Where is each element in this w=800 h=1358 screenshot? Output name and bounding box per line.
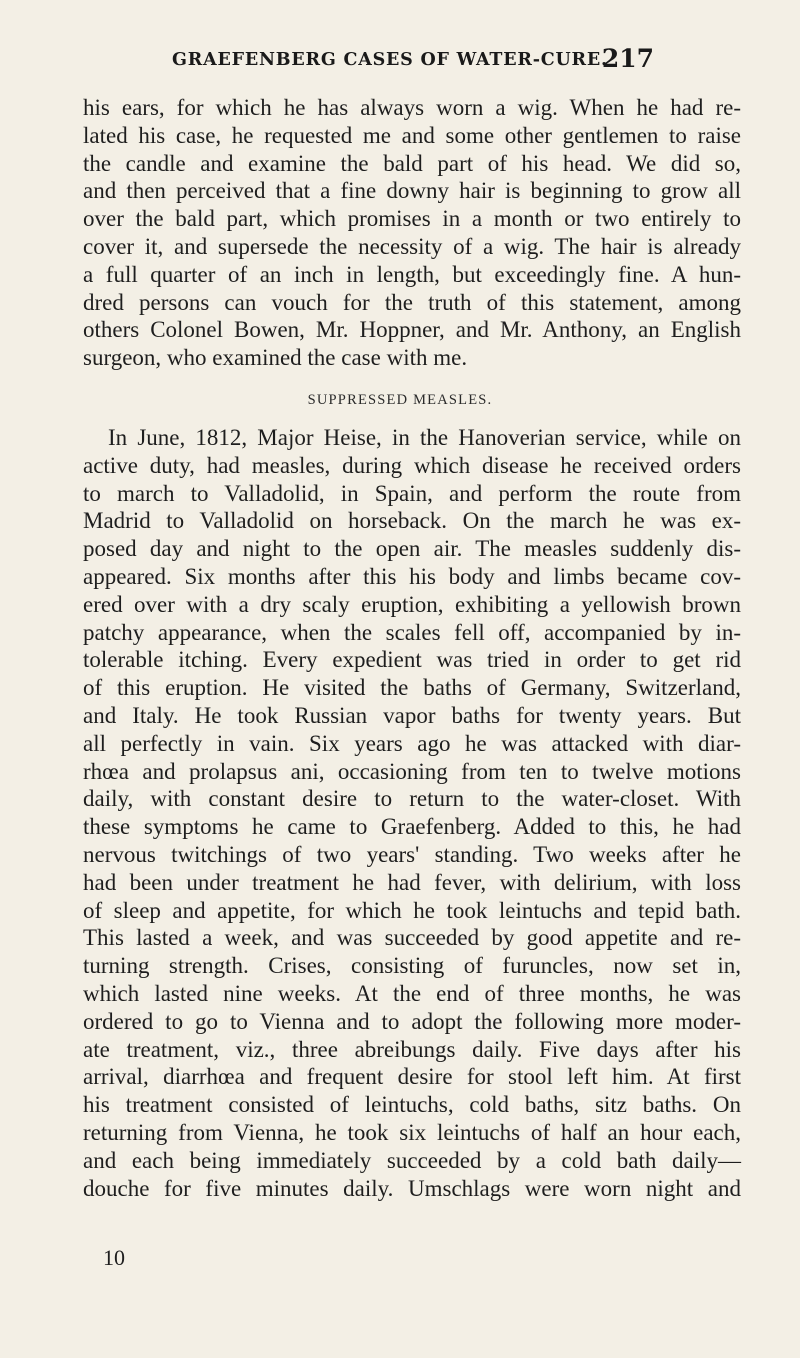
- text-line: a full quarter of an inch in length, but exceedingly fine. A hun-: [83, 261, 741, 287]
- text-line: arrival, diarrhœa and frequent desire for stool left him. At first: [83, 1064, 741, 1090]
- text-line: and each being immediately succeeded by a cold bath daily—: [83, 1147, 741, 1173]
- text-line: and Italy. He took Russian vapor baths for twenty years. But: [83, 702, 741, 728]
- text-line: these symptoms he came to Graefenberg. Added to this, he had: [83, 814, 741, 840]
- text-line: the candle and examine the bald part of his head. We did so,: [83, 150, 741, 176]
- text-line: This lasted a week, and was succeeded by good appetite and re-: [83, 925, 741, 951]
- text-line: posed day and night to the open air. The measles suddenly dis-: [83, 536, 741, 562]
- text-line: over the bald part, which promises in a month or two entirely to: [83, 206, 741, 232]
- text-line: nervous twitchings of two years' standing. Two weeks after he: [83, 841, 741, 867]
- running-title: GRAEFENBERG CASES OF WATER-CURE.: [172, 50, 608, 70]
- text-line: ered over with a dry scaly eruption, exhibiting a yellowish brown: [83, 591, 741, 617]
- text-line: his treatment consisted of leintuchs, cold baths, sitz baths. On: [83, 1092, 741, 1118]
- text-line: Madrid to Valladolid on horseback. On the march he was ex-: [83, 508, 741, 534]
- signature-mark: 10: [103, 1245, 125, 1270]
- text-line: ordered to go to Vienna and to adopt the following more moder-: [83, 1008, 741, 1034]
- paragraph-suppressed-measles: [83, 424, 741, 1202]
- text-line: of this eruption. He visited the baths of Germany, Switzerland,: [83, 675, 741, 701]
- text-line: lated his case, he requested me and some other gentlemen to raise: [83, 122, 741, 148]
- page-header: [172, 44, 654, 78]
- text-line: returning from Vienna, he took six leintuchs of half an hour each,: [83, 1119, 741, 1145]
- text-line: rhœa and prolapsus ani, occasioning from ten to twelve motions: [83, 758, 741, 784]
- text-line: all perfectly in vain. Six years ago he was attacked with diar-: [83, 730, 741, 756]
- text-line: which lasted nine weeks. At the end of three months, he was: [83, 980, 741, 1006]
- text-line: turning strength. Crises, consisting of furuncles, now set in,: [83, 953, 741, 979]
- page-number: 217: [601, 44, 654, 73]
- text-line: to march to Valladolid, in Spain, and perform the route from: [83, 480, 741, 506]
- text-line: ate treatment, viz., three abreibungs daily. Five days after his: [83, 1036, 741, 1062]
- text-line: his ears, for which he has always worn a wig. When he had re-: [83, 95, 741, 120]
- paragraph-bald-head: [83, 94, 741, 372]
- text-line: patchy appearance, when the scales fell off, accompanied by in-: [83, 619, 741, 645]
- text-line: daily, with constant desire to return to the water-closet. With: [83, 786, 741, 812]
- text-line: others Colonel Bowen, Mr. Hoppner, and Mr. Anthony, an English: [83, 317, 741, 343]
- section-heading: SUPPRESSED MEASLES.: [307, 392, 493, 408]
- text-line: dred persons can vouch for the truth of this statement, among: [83, 289, 741, 315]
- text-line: tolerable itching. Every expedient was tried in order to get rid: [83, 647, 741, 673]
- text-line: cover it, and supersede the necessity of a wig. The hair is already: [83, 233, 741, 259]
- text-line: In June, 1812, Major Heise, in the Hanoverian service, while on: [108, 425, 741, 450]
- text-line: and then perceived that a fine downy hair is beginning to grow all: [83, 178, 741, 204]
- text-line: surgeon, who examined the case with me.: [83, 345, 468, 371]
- text-line: active duty, had measles, during which disease he received orders: [83, 452, 741, 478]
- text-line: had been under treatment he had fever, with delirium, with loss: [83, 869, 741, 895]
- text-line: of sleep and appetite, for which he took leintuchs and tepid bath.: [83, 897, 741, 923]
- text-line: appeared. Six months after this his body and limbs became cov-: [83, 563, 741, 589]
- text-line: douche for five minutes daily. Umschlags were worn night and: [83, 1175, 741, 1201]
